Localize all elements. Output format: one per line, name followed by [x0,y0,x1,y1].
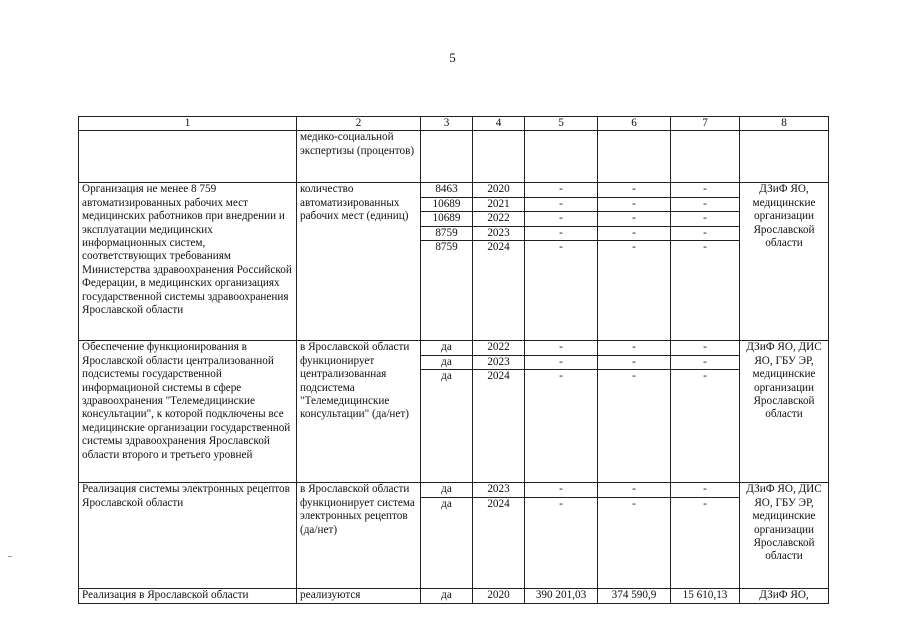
table-row [79,341,829,483]
finance-cell [671,483,740,589]
sub-value: 2024 [487,240,510,253]
sub-value [421,131,472,144]
activity-cell: Организация не менее 8 759 автоматизированных рабочих мест медицинских работников при внедрении и эксплуатации медицинских информационных систем, соответствующих требованиям Министерства здравоохранения Российской Федерации, в медицинских организациях государственной системы здравоохранения Ярославской области [79,183,297,341]
sub-value: - [671,227,739,241]
sub-value: 8759 [421,227,472,241]
finance-cell [598,589,671,603]
sub-value: - [632,497,636,510]
indicator-cell: медико-социальной экспертизы (процентов) [297,131,421,183]
finance-cell [671,589,740,603]
sub-value: - [525,227,597,241]
sub-value: - [671,341,739,355]
finance-cell [671,341,740,483]
table-row [79,183,829,341]
header-cell: 2 [297,117,421,131]
value-cell [421,589,473,603]
sub-value: - [632,370,636,383]
sub-value: - [598,227,670,241]
sub-value: - [703,240,707,253]
table-row [79,589,829,603]
sub-value: - [598,183,670,197]
executor-cell [740,131,829,183]
sub-value: - [525,183,597,197]
page-number: 5 [449,50,456,65]
activity-cell: Реализация в Ярославской области [79,589,297,603]
sub-value [671,131,739,144]
sub-value: 390 201,03 [535,589,587,602]
sub-value: - [598,356,670,370]
table-header-row [79,117,829,131]
sub-value: - [598,341,670,355]
sub-value: - [671,212,739,226]
header-cell: 7 [671,117,740,131]
sub-value: - [632,240,636,253]
sub-value: да [441,589,452,602]
activities-table [78,116,829,604]
finance-cell [598,341,671,483]
scan-mark [8,556,12,557]
sub-value: - [525,341,597,355]
sub-value: 8759 [435,240,458,253]
sub-value: 2023 [473,483,524,497]
activity-cell: Реализация системы электронных рецептов Ярославской области [79,483,297,589]
sub-value: 2023 [473,227,524,241]
sub-value: да [421,483,472,497]
sub-value: 2024 [487,497,510,510]
year-cell [473,589,525,603]
finance-cell [598,131,671,183]
sub-value: да [421,341,472,355]
sub-value: 374 590,9 [611,589,657,602]
sub-value: - [671,483,739,497]
sub-value: - [703,497,707,510]
indicator-cell: количество автоматизированных рабочих мест (единиц) [297,183,421,341]
finance-cell [525,483,598,589]
year-cell [473,131,525,183]
sub-value: - [559,240,563,253]
executor-cell: ДЗиФ ЯО, [740,589,829,603]
indicator-cell: в Ярославской области функционирует централизованная подсистема "Телемедицинские консультации" (да/нет) [297,341,421,483]
executor-cell: ДЗиФ ЯО, медицинские организации Ярославской области [740,183,829,341]
sub-value: 15 610,13 [682,589,728,602]
sub-value: - [525,212,597,226]
indicator-cell: в Ярославской области функционирует система электронных рецептов (да/нет) [297,483,421,589]
sub-value: 10689 [421,212,472,226]
finance-cell [525,131,598,183]
finance-cell [598,483,671,589]
activity-cell [79,131,297,183]
table-row [79,131,829,183]
year-cell [473,483,525,589]
sub-value [598,131,670,144]
value-cell [421,131,473,183]
value-cell [421,483,473,589]
sub-value: 2021 [473,198,524,212]
sub-value [525,131,597,144]
finance-cell [525,183,598,341]
sub-value: 2022 [473,212,524,226]
finance-cell [598,183,671,341]
sub-value: - [703,370,707,383]
sub-value: - [598,198,670,212]
sub-value: 2020 [487,589,510,602]
header-cell: 8 [740,117,829,131]
finance-cell [671,183,740,341]
year-cell [473,183,525,341]
header-cell: 1 [79,117,297,131]
sub-value: 2022 [473,341,524,355]
sub-value: 10689 [421,198,472,212]
executor-cell: ДЗиФ ЯО, ДИС ЯО, ГБУ ЭР, медицинские организации Ярославской области [740,483,829,589]
sub-value: - [671,198,739,212]
sub-value: - [525,483,597,497]
sub-value: - [525,356,597,370]
header-cell: 6 [598,117,671,131]
activity-cell: Обеспечение функционирования в Ярославской области централизованной подсистемы государственной информационой системы в сфере здравоохранения "Телемедицинские консультации", к которой подключены все медицинские организации государственной системы здравоохранения Ярославской области второго и третьего уровней [79,341,297,483]
sub-value [473,131,524,144]
finance-cell [671,131,740,183]
year-cell [473,341,525,483]
sub-value: да [441,497,452,510]
sub-value: - [525,198,597,212]
sub-value: - [598,483,670,497]
sub-value: - [559,370,563,383]
header-cell: 5 [525,117,598,131]
sub-value: - [598,212,670,226]
sub-value: - [671,356,739,370]
sub-value: 2024 [487,370,510,383]
sub-value: 2023 [473,356,524,370]
header-cell: 4 [473,117,525,131]
sub-value: 2020 [473,183,524,197]
sub-value: да [441,370,452,383]
finance-cell [525,341,598,483]
sub-value: - [671,183,739,197]
sub-value: - [559,497,563,510]
value-cell [421,183,473,341]
sub-value: 8463 [421,183,472,197]
value-cell [421,341,473,483]
table-row [79,483,829,589]
executor-cell: ДЗиФ ЯО, ДИС ЯО, ГБУ ЭР, медицинские организации Ярославской области [740,341,829,483]
indicator-cell: реализуются [297,589,421,603]
header-cell: 3 [421,117,473,131]
sub-value: да [421,356,472,370]
finance-cell [525,589,598,603]
